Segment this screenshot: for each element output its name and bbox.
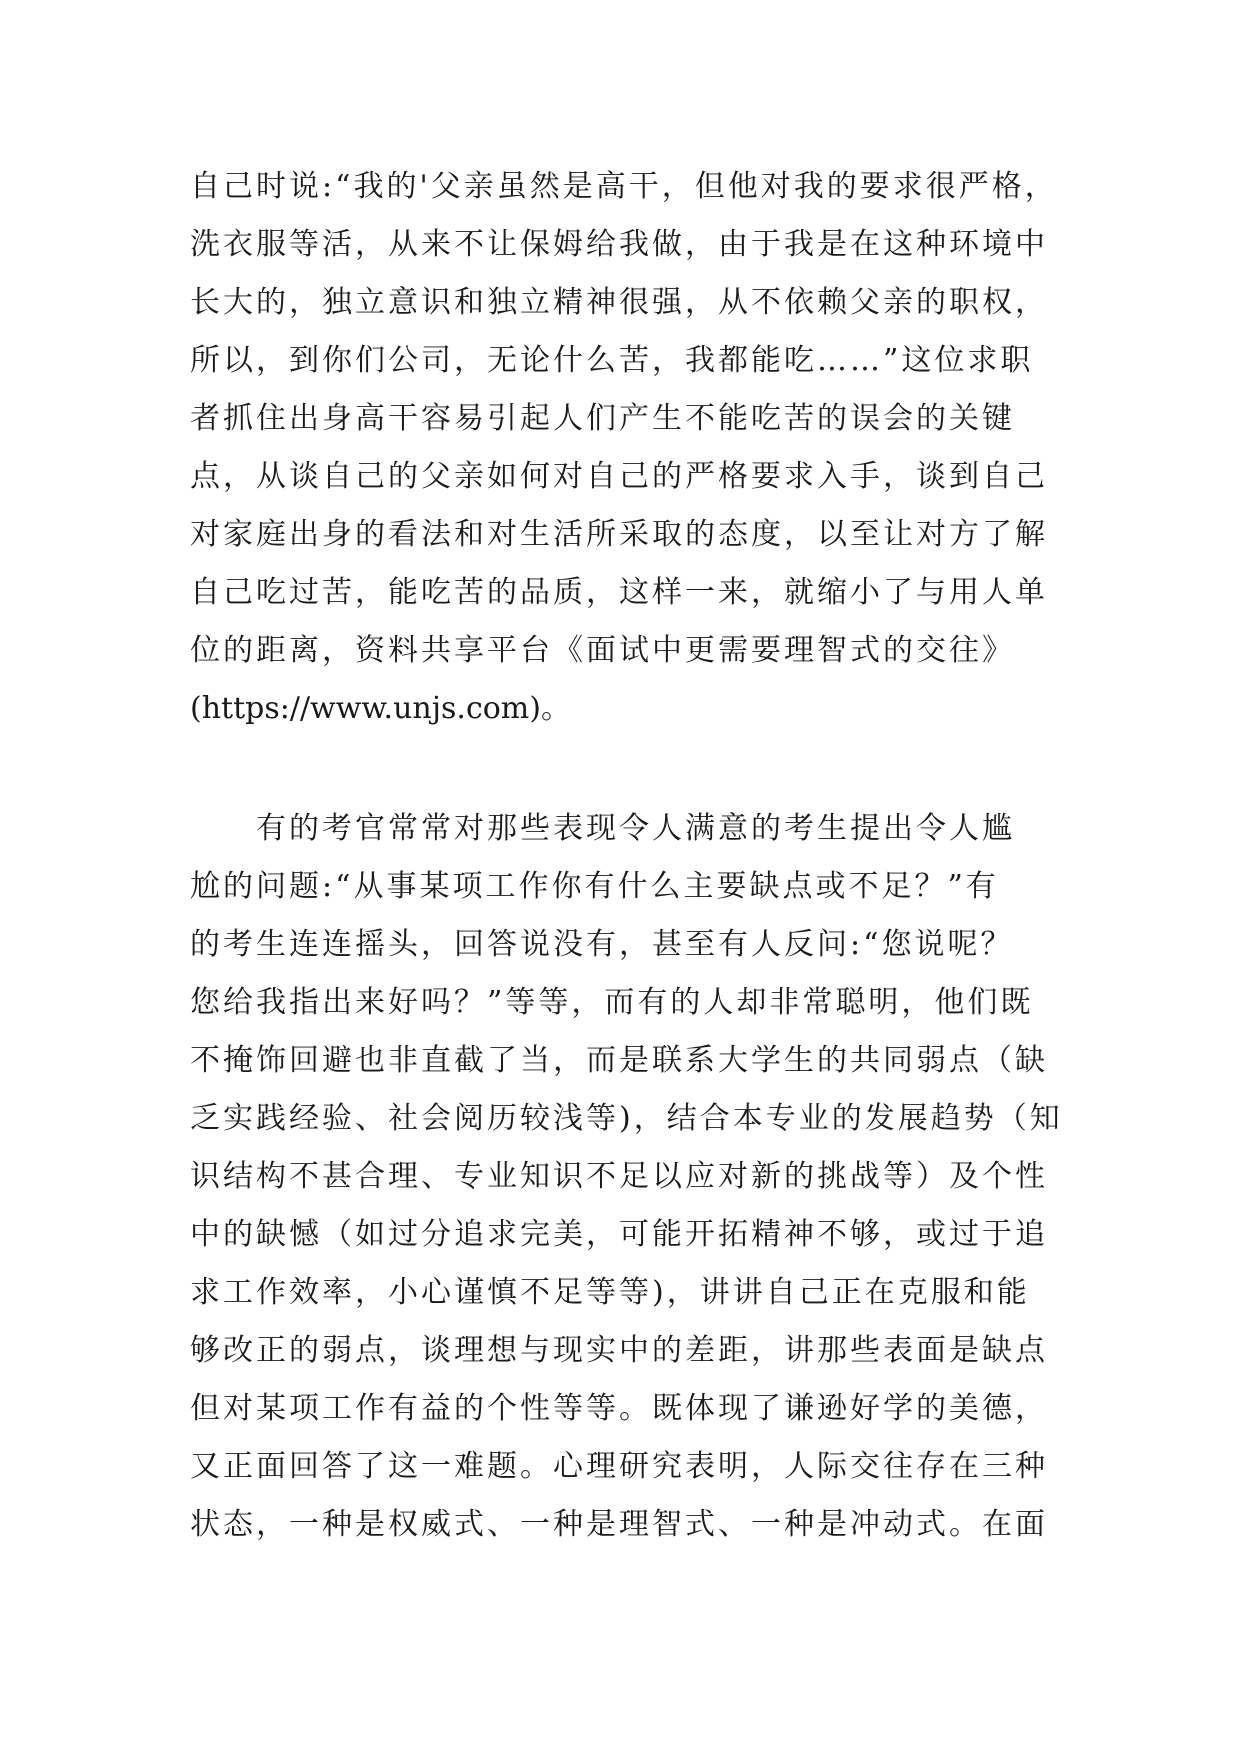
paragraph-2 xyxy=(190,800,1063,1554)
text-line: 有的考官常常对那些表现令人满意的考生提出令人尴 xyxy=(190,811,1015,846)
text-line: 的考生连连摇头，回答说没有，甚至有人反问:“您说呢？ xyxy=(190,927,1014,962)
text-line: 求工作效率，小心谨慎不足等等)，讲讲自己正在克服和能 xyxy=(190,1275,1030,1310)
text-line: 您给我指出来好吗？”等等，而有的人却非常聪明，他们既 xyxy=(190,985,1034,1020)
text-line: 位的距离，资料共享平台《面试中更需要理智式的交往》 xyxy=(190,633,1015,668)
text-line: 者抓住出身高干容易引起人们产生不能吃苦的误会的关键 xyxy=(190,401,1015,436)
text-line: 状态，一种是权威式、一种是理智式、一种是冲动式。在面 xyxy=(190,1507,1048,1542)
text-line: 但对某项工作有益的个性等等。既体现了谦逊好学的美德， xyxy=(190,1391,1048,1426)
text-line: 不掩饰回避也非直截了当，而是联系大学生的共同弱点（缺 xyxy=(190,1043,1048,1078)
text-line: 够改正的弱点，谈理想与现实中的差距，讲那些表面是缺点 xyxy=(190,1333,1048,1368)
source-link-text: (https://www.unjs.com)。 xyxy=(190,691,571,726)
paragraph-1 xyxy=(190,158,1060,738)
text-line: 自己时说:“我的'父亲虽然是高干，但他对我的要求很严格， xyxy=(190,169,1058,204)
text-line: 对家庭出身的看法和对生活所采取的态度，以至让对方了解 xyxy=(190,517,1048,552)
text-line: 点，从谈自己的父亲如何对自己的严格要求入手，谈到自己 xyxy=(190,459,1048,494)
text-line: 洗衣服等活，从来不让保姆给我做，由于我是在这种环境中 xyxy=(190,227,1048,262)
text-line: 识结构不甚合理、专业知识不足以应对新的挑战等）及个性 xyxy=(190,1159,1048,1194)
text-line: 自己吃过苦，能吃苦的品质，这样一来，就缩小了与用人单 xyxy=(190,575,1048,610)
text-line: 又正面回答了这一难题。心理研究表明，人际交往存在三种 xyxy=(190,1449,1048,1484)
text-line: 乏实践经验、社会阅历较浅等)，结合本专业的发展趋势（知 xyxy=(190,1101,1063,1136)
text-line: 长大的，独立意识和独立精神很强，从不依赖父亲的职权， xyxy=(190,285,1048,320)
text-line: 所以，到你们公司，无论什么苦，我都能吃……”这位求职 xyxy=(190,343,1034,378)
text-line: 尬的问题:“从事某项工作你有什么主要缺点或不足？”有 xyxy=(190,869,999,904)
text-line: 中的缺憾（如过分追求完美，可能开拓精神不够，或过于追 xyxy=(190,1217,1048,1252)
